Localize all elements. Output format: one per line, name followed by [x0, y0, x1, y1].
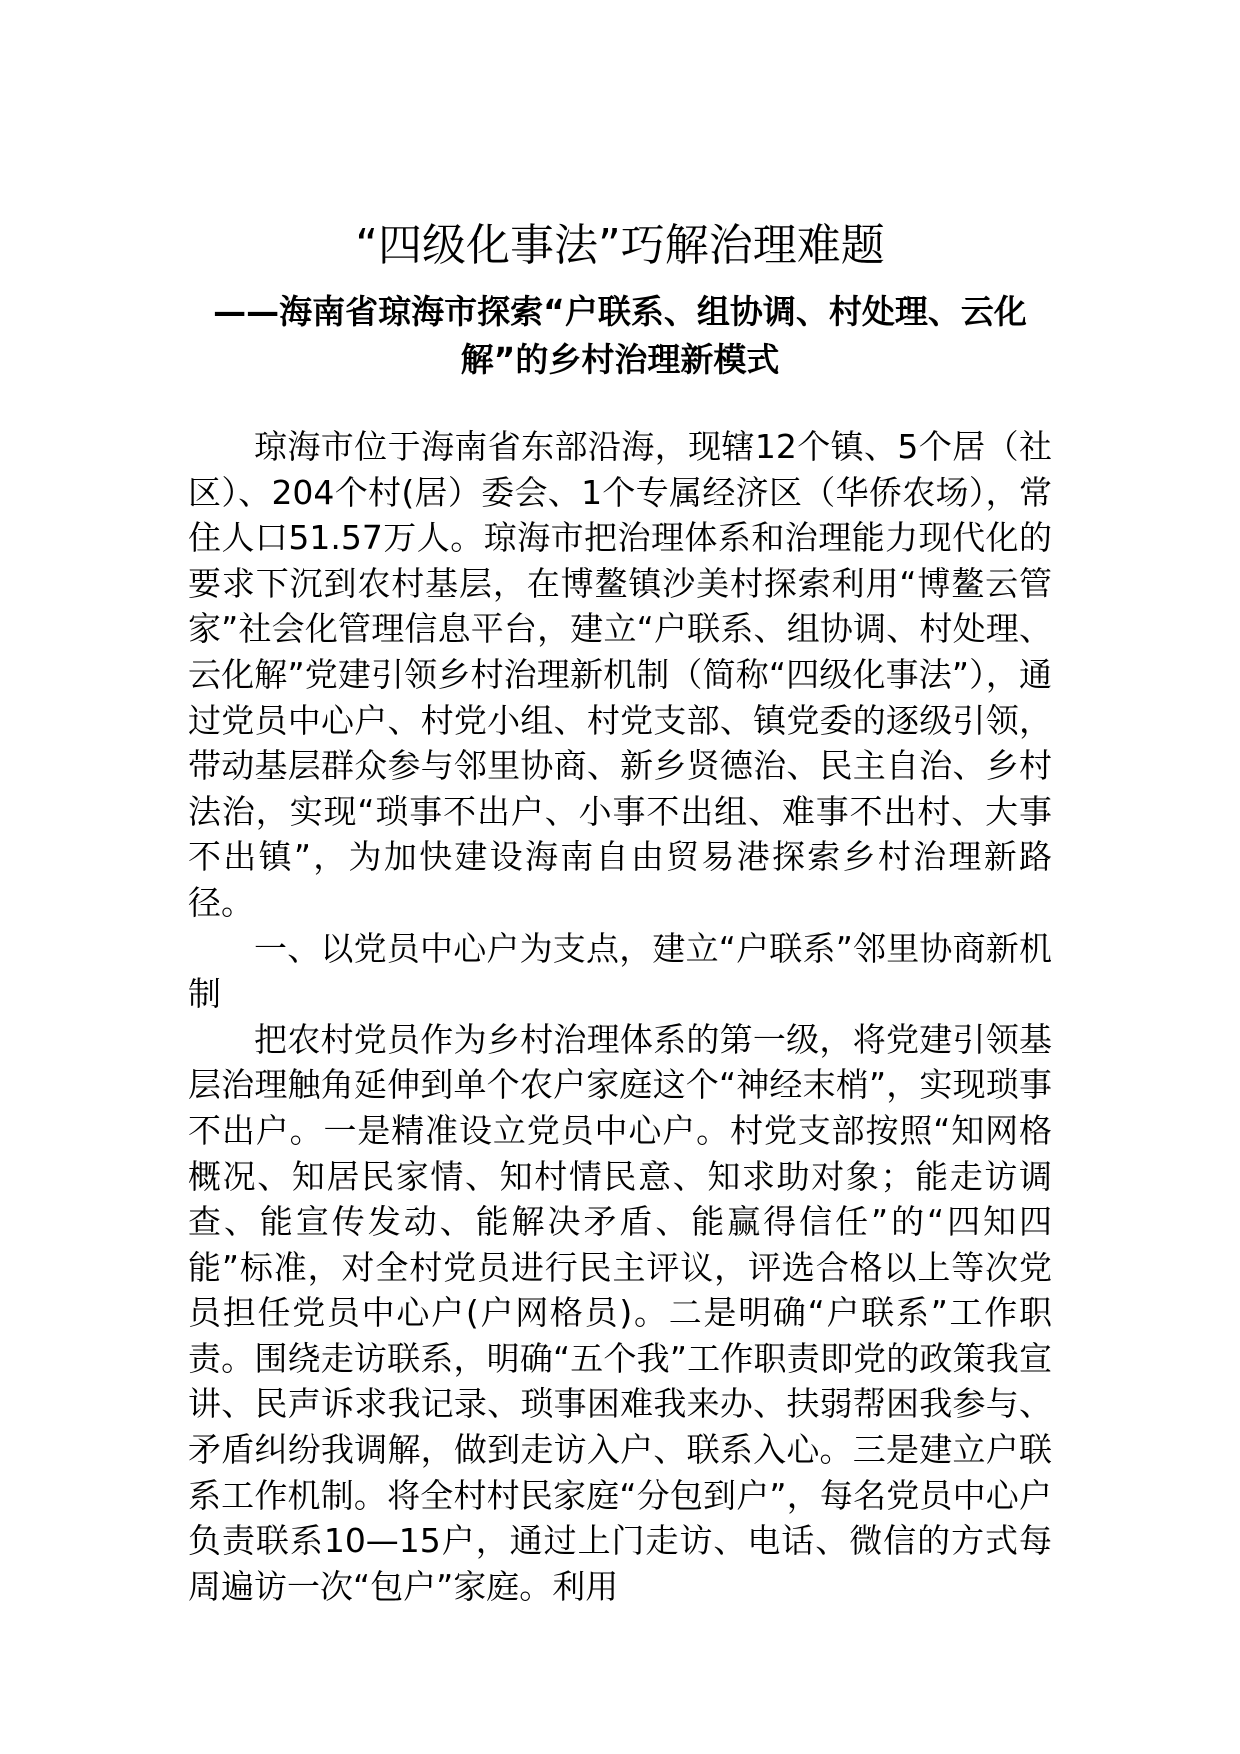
document-body [188, 424, 1052, 1609]
document-subtitle: ——海南省琼海市探索“户联系、组协调、村处理、云化解”的乡村治理新模式 [213, 292, 1027, 379]
document-title: “四级化事法”巧解治理难题 [355, 220, 885, 271]
paragraph-intro: 琼海市位于海南省东部沿海，现辖12个镇、5个居（社区）、204个村(居）委会、1个专属经济区（华侨农场），常住人口51.57万人。琼海市把治理体系和治理能力现代化的要求下沉到农村基层，在博鳌镇沙美村探索利用“博鳌云管家”社会化管理信息平台，建立“户联系、组协调、村处理、云化解”党建引领乡村治理新机制（简称“四级化事法”），通过党员中心户、村党小组、村党支部、镇党委的逐级引领，带动基层群众参与邻里协商、新乡贤德治、民主自治、乡村法治，实现“琐事不出户、小事不出组、难事不出村、大事不出镇”，为加快建设海南自由贸易港探索乡村治理新路径。 [188, 427, 1052, 922]
paragraph-section-1: 把农村党员作为乡村治理体系的第一级，将党建引领基层治理触角延伸到单个农户家庭这个“神经末梢”，实现琐事不出户。一是精准设立党员中心户。村党支部按照“知网格概况、知居民家情、知村情民意、知求助对象；能走访调查、能宣传发动、能解决矛盾、能赢得信任”的“四知四能”标准，对全村党员进行民主评议，评选合格以上等次党员担任党员中心户(户网格员)。二是明确“户联系”工作职责。围绕走访联系，明确“五个我”工作职责即党的政策我宣讲、民声诉求我记录、琐事困难我来办、扶弱帮困我参与、矛盾纠纷我调解，做到走访入户、联系入心。三是建立户联系工作机制。将全村村民家庭“分包到户”，每名党员中心户负责联系10—15户，通过上门走访、电话、微信的方式每周遍访一次“包户”家庭。利用 [188, 1019, 1052, 1606]
section-heading-1: 一、以党员中心户为支点，建立“户联系”邻里协商新机制 [188, 928, 1052, 1014]
